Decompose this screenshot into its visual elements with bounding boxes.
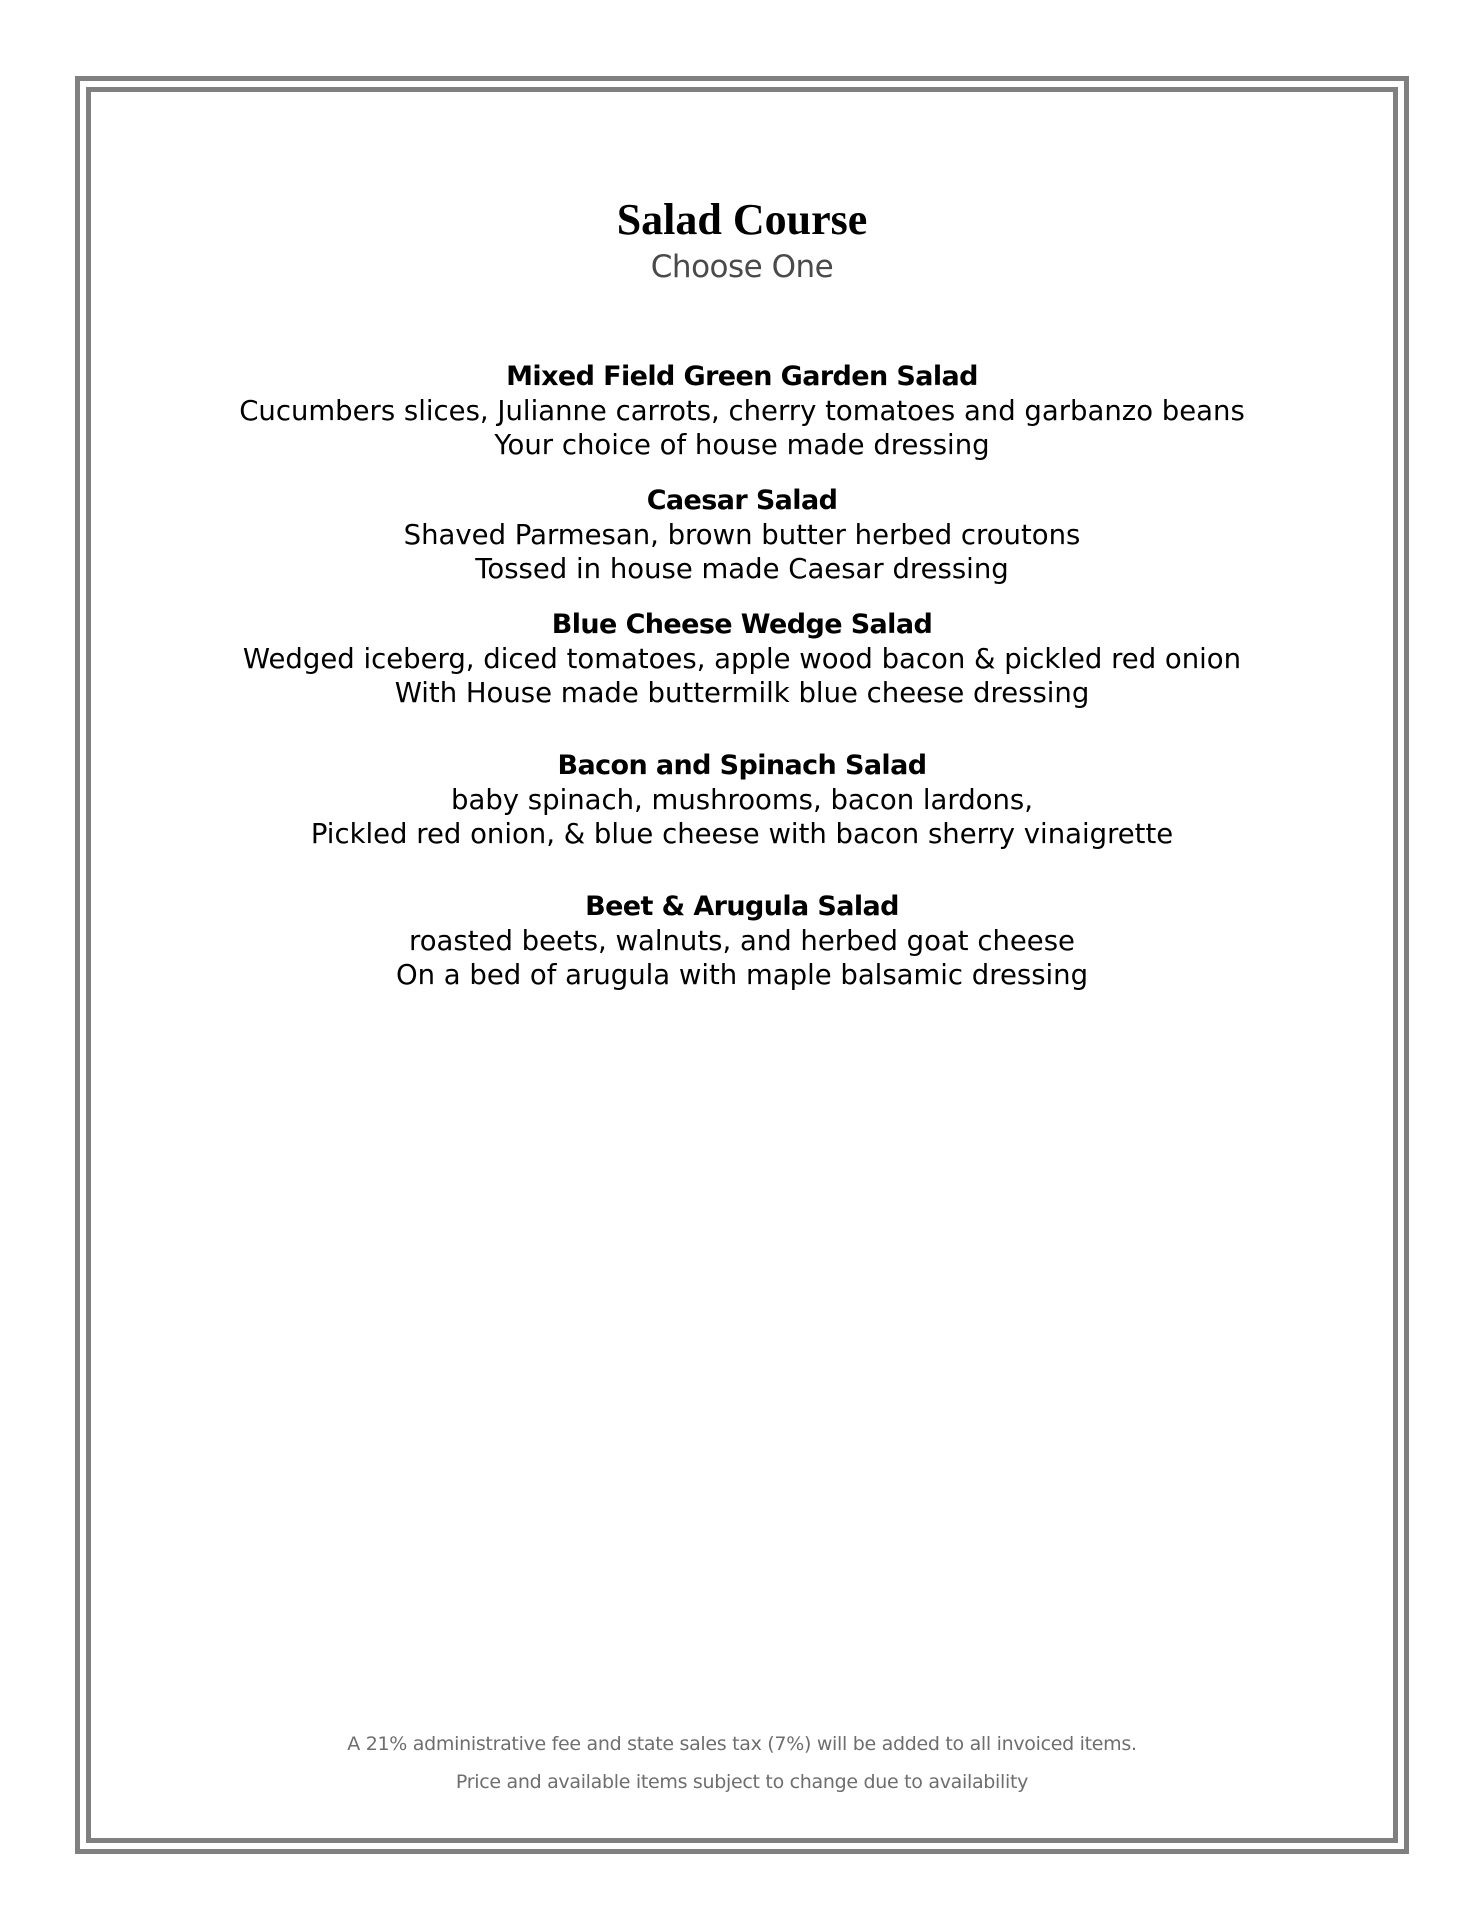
menu-item-bacon-spinach [91, 749, 1393, 851]
menu-item-description: Wedged iceberg, diced tomatoes, apple wood bacon & pickled red onion [242, 643, 1242, 675]
menu-item-name: Bacon and Spinach Salad [557, 750, 927, 781]
menu-item-name: Caesar Salad [646, 485, 838, 516]
menu-item-mixed-green [91, 360, 1393, 462]
fee-note: A 21% administrative fee and state sales tax (7%) will be added to all invoiced items. [347, 1733, 1137, 1755]
menu-item-name: Beet & Arugula Salad [585, 891, 899, 922]
menu-item-description: Shaved Parmesan, brown butter herbed croutons [403, 519, 1081, 551]
menu-item-beet-arugula [91, 890, 1393, 992]
menu-item-description: Pickled red onion, & blue cheese with bacon sherry vinaigrette [310, 818, 1174, 850]
menu-item-wedge [91, 608, 1393, 710]
menu-item-description: roasted beets, walnuts, and herbed goat cheese [409, 925, 1075, 957]
menu-item-name: Blue Cheese Wedge Salad [551, 609, 933, 640]
menu-item-description: Cucumbers slices, Julianne carrots, cherry tomatoes and garbanzo beans [239, 395, 1245, 427]
availability-note: Price and available items subject to change due to availability [455, 1771, 1029, 1793]
menu-item-description: With House made buttermilk blue cheese dressing [394, 677, 1090, 709]
menu-item-description: On a bed of arugula with maple balsamic dressing [395, 959, 1089, 991]
menu-item-caesar [91, 484, 1393, 586]
menu-item-name: Mixed Field Green Garden Salad [506, 361, 978, 392]
menu-item-description: Your choice of house made dressing [494, 429, 990, 461]
page-title: Salad Course [616, 195, 868, 244]
menu-item-description: Tossed in house made Caesar dressing [475, 553, 1009, 585]
page-subtitle: Choose One [650, 249, 834, 285]
menu-item-description: baby spinach, mushrooms, bacon lardons, [451, 784, 1033, 816]
